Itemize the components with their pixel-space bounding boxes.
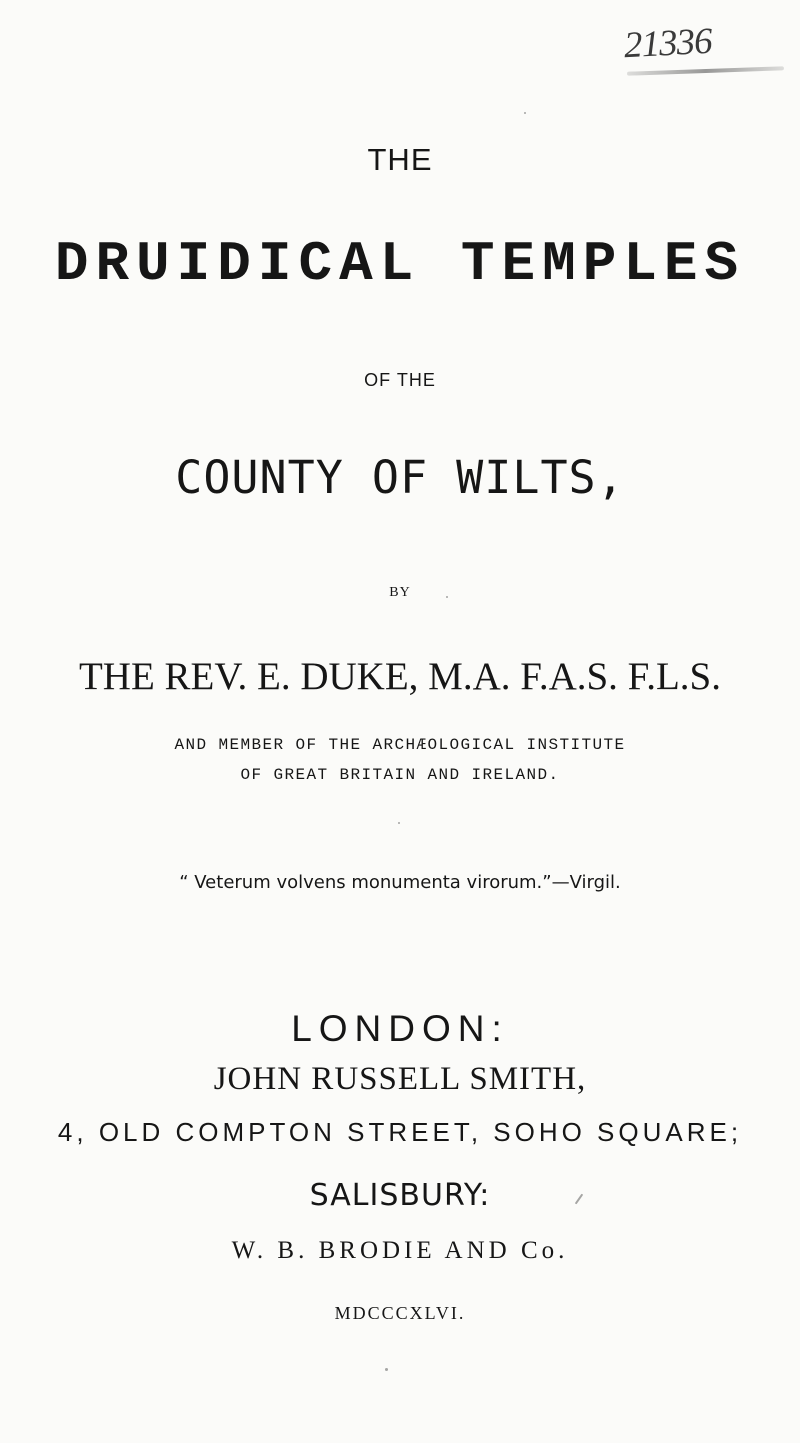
paper-speck [524, 112, 526, 114]
author-name: THE REV. E. DUKE, M.A. F.A.S. F.L.S. [78, 655, 721, 698]
publication-date: MDCCCXLVI. [334, 1303, 466, 1323]
publication-city: LONDON: [291, 1008, 509, 1049]
author-membership-line-2: OF GREAT BRITAIN AND IRELAND. [240, 766, 560, 784]
title-article: THE [367, 142, 433, 177]
publisher-name: JOHN RUSSELL SMITH, [213, 1061, 587, 1097]
printer-name: W. B. BRODIE AND Co. [231, 1237, 569, 1264]
paper-speck [398, 822, 400, 824]
paper-speck [446, 596, 448, 598]
latin-motto: “ Veterum volvens monumenta virorum.”—Virgil. [179, 872, 621, 893]
paper-speck [385, 1368, 388, 1371]
byline-label: BY [389, 585, 411, 600]
county-title: COUNTY OF WILTS, [175, 451, 625, 504]
handwritten-shelfmark: 21336 [622, 20, 713, 67]
main-title: DRUIDICAL TEMPLES [54, 232, 746, 296]
ink-stamp-underline [627, 66, 784, 75]
author-membership-line-1: AND MEMBER OF THE ARCHÆOLOGICAL INSTITUTE [174, 736, 626, 754]
secondary-city: SALISBURY: [309, 1178, 491, 1213]
title-connector: OF THE [364, 370, 436, 390]
publisher-address: 4, OLD COMPTON STREET, SOHO SQUARE; [57, 1117, 743, 1147]
